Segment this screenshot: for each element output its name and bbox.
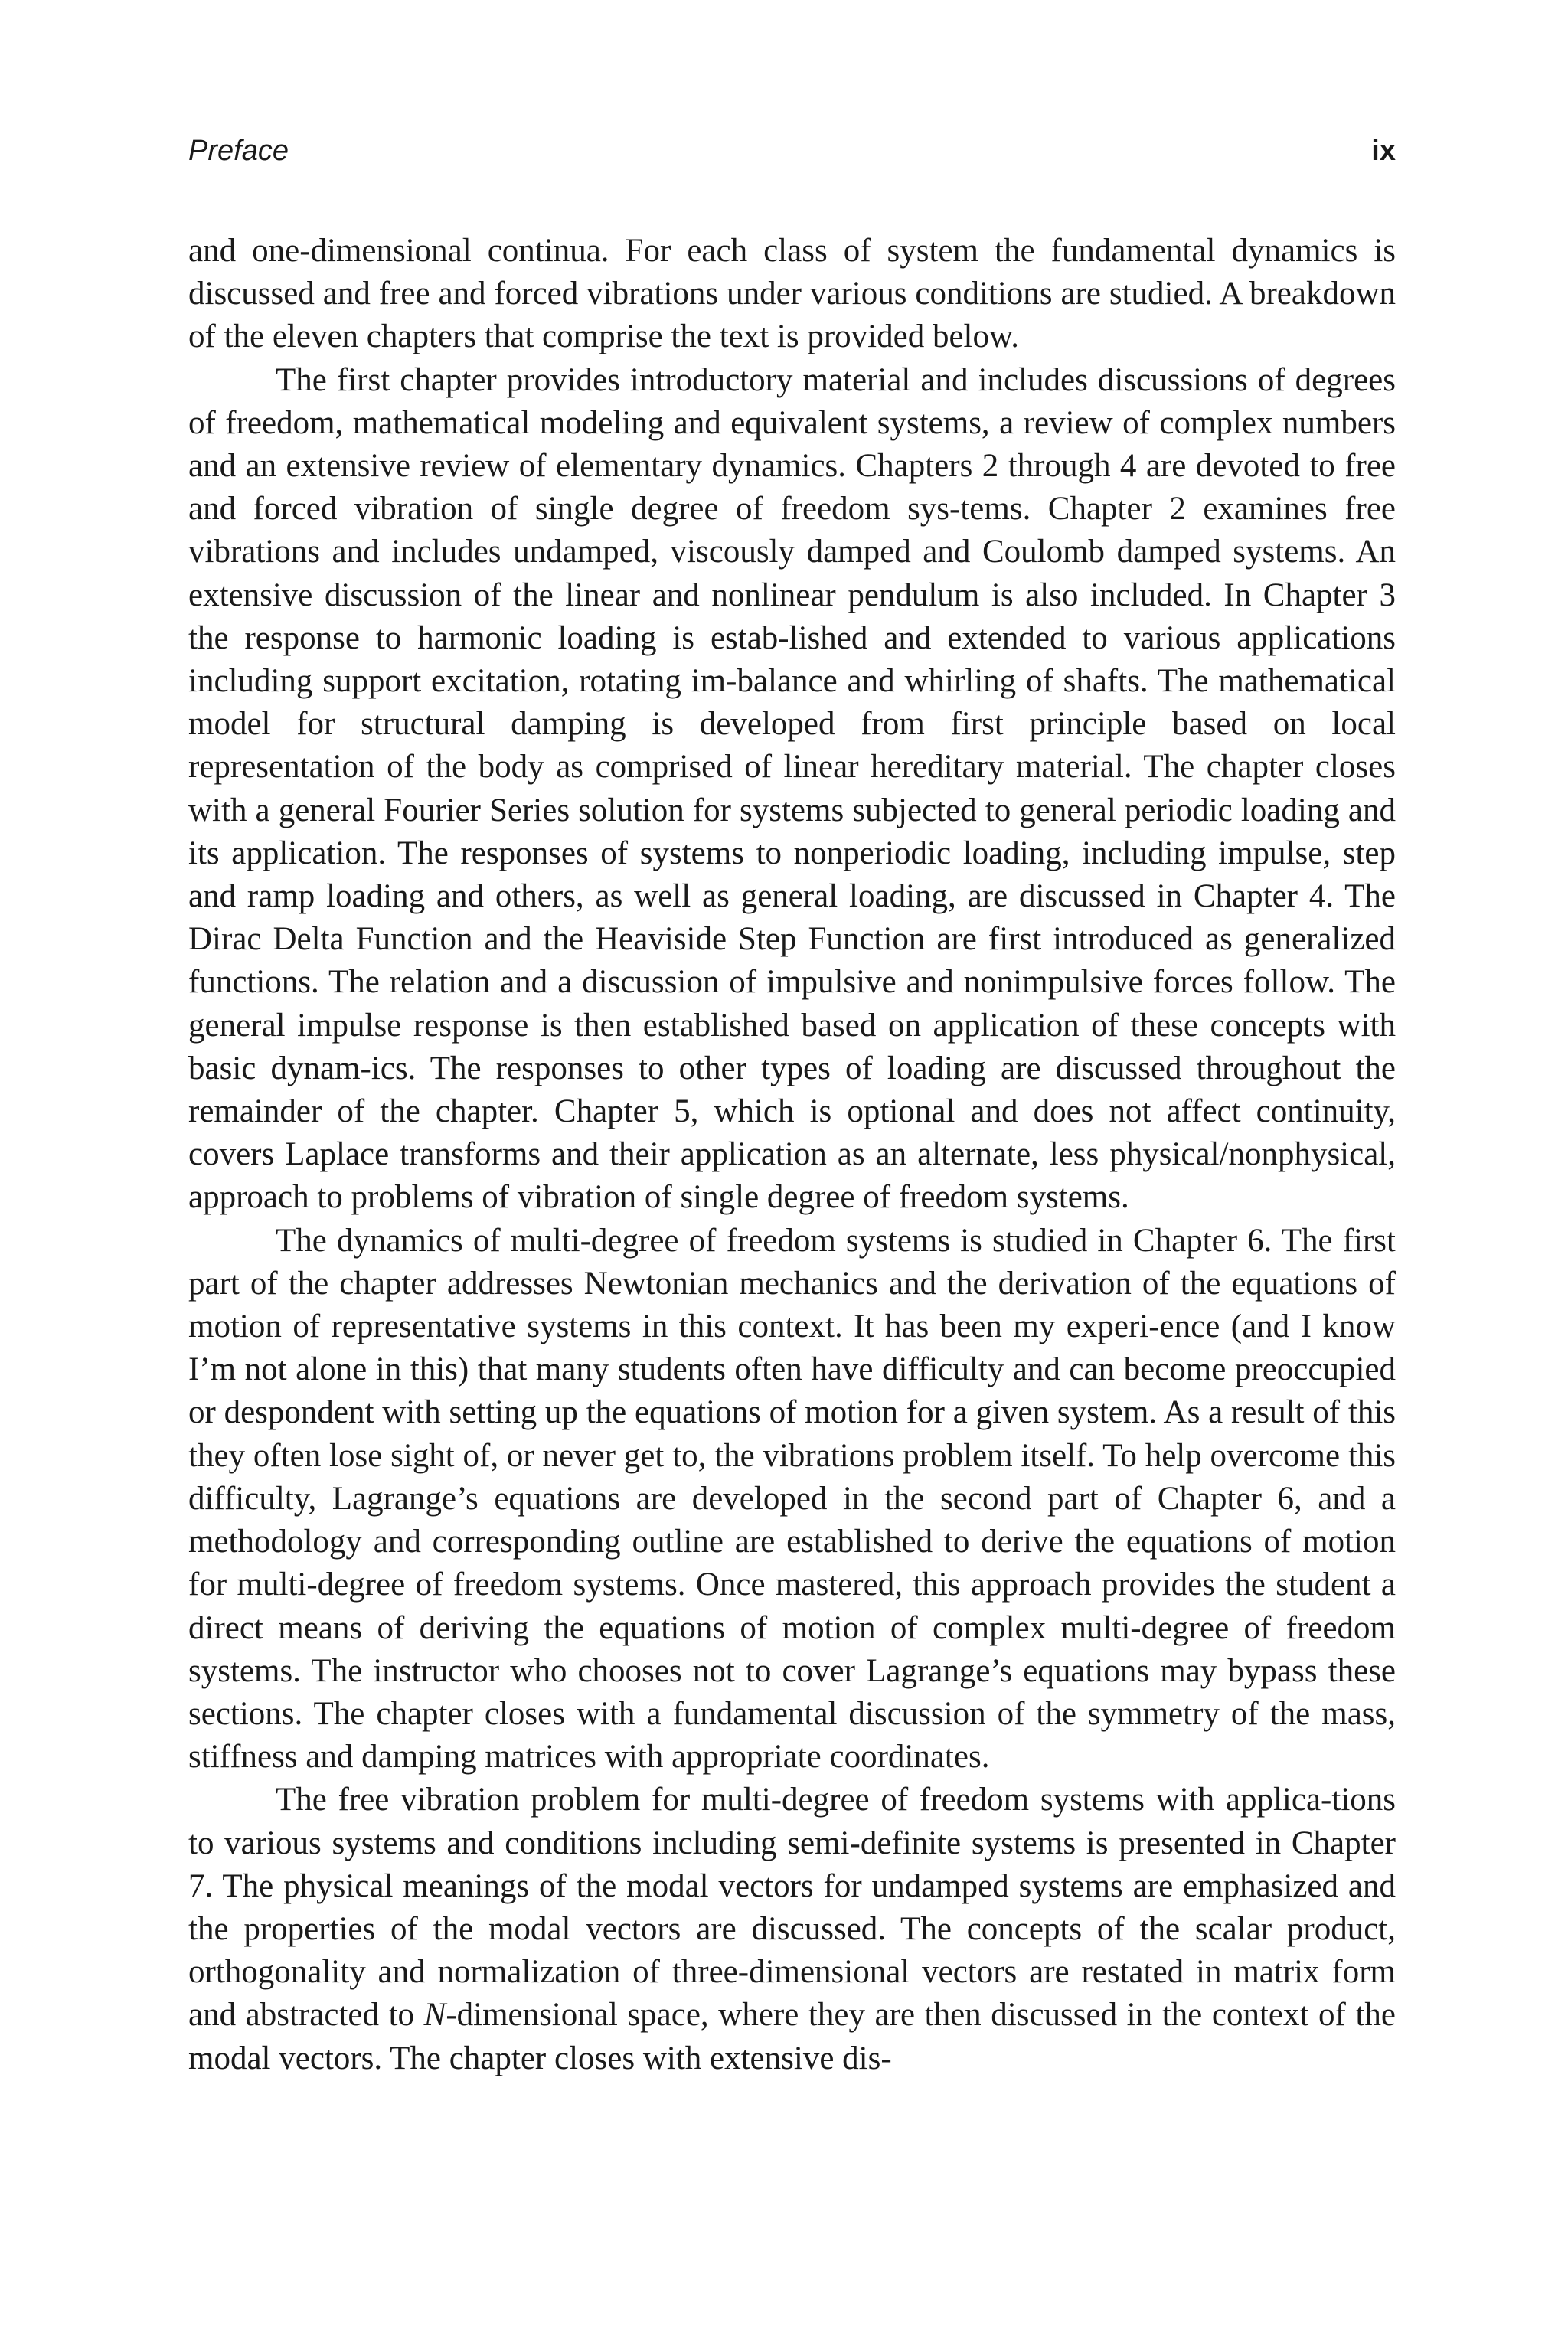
paragraph-chapter-7-part-2: -dimensional space, where they are then discussed in the context of the modal vectors. The chapter closes with extensive dis- [188,1997,1396,2076]
body-text [188,230,1396,2080]
italic-n: N [423,1997,446,2034]
paragraph-chapter-7-part-1: The free vibration problem for multi-degree of freedom systems with applica-tions to various systems and conditions including semi-definite systems is presented in Chapter 7. The physical meanings of the modal vectors for undamped systems are emphasized and the properties of the modal vectors are discussed. The concepts of the scalar product, orthogonality and normalization of three-dimensional vectors are restated in matrix form and abstracted to [188,1782,1396,2034]
paragraph-chapters-1-5: The first chapter provides introductory material and includes discussions of degrees of freedom, mathematical modeling and equivalent systems, a review of complex numbers and an extensive review of elementary dynamics. Chapters 2 through 4 are devoted to free and forced vibration of single degree of freedom sys-tems. Chapter 2 examines free vibrations and includes undamped, viscously damped and Coulomb damped systems. An extensive discussion of the linear and nonlinear pendulum is also included. In Chapter 3 the response to harmonic loading is estab-lished and extended to various applications including support excitation, rotating im-balance and whirling of shafts. The mathematical model for structural damping is developed from first principle based on local representation of the body as comprised of linear hereditary material. The chapter closes with a general Fourier Series solution for systems subjected to general periodic loading and its application. The responses of systems to nonperiodic loading, including impulse, step and ramp loading and others, as well as general loading, are discussed in Chapter 4. The Dirac Delta Function and the Heaviside Step Function are first introduced as generalized functions. The relation and a discussion of impulsive and nonimpulsive forces follow. The general impulse response is then established based on application of these concepts with basic dynam-ics. The responses to other types of loading are discussed throughout the remainder of the chapter. Chapter 5, which is optional and does not affect continuity, covers Laplace transforms and their application as an alternate, less physical/nonphysical, approach to problems of vibration of single degree of freedom systems. [188,361,1396,1216]
paragraph-continuation: and one-dimensional continua. For each class of system the fundamental dynamics is discussed and free and forced vibrations under various conditions are studied. A breakdown of the eleven chapters that comprise the text is provided below. [188,233,1396,355]
section-title: Preface [188,135,289,167]
paragraph-chapter-6: The dynamics of multi-degree of freedom systems is studied in Chapter 6. The first part of the chapter addresses Newtonian mechanics and the derivation of the equations of motion of representative systems in this context. It has been my experi-ence (and I know I’m not alone in this) that many students often have difficulty and can become preoccupied or despondent with setting up the equations of motion for a given system. As a result of this they often lose sight of, or never get to, the vibrations problem itself. To help overcome this difficulty, Lagrange’s equations are developed in the second part of Chapter 6, and a methodology and corresponding outline are established to derive the equations of motion for multi-degree of freedom systems. Once mastered, this approach provides the student a direct means of deriving the equations of motion of complex multi-degree of freedom systems. The instructor who chooses not to cover Lagrange’s equations may bypass these sections. The chapter closes with a fundamental discussion of the symmetry of the mass, stiffness and damping matrices with appropriate coordinates. [188,1222,1396,1776]
page-number: ix [1371,135,1396,167]
running-head [188,135,1396,173]
paragraph-chapter-7 [188,1779,1396,2080]
